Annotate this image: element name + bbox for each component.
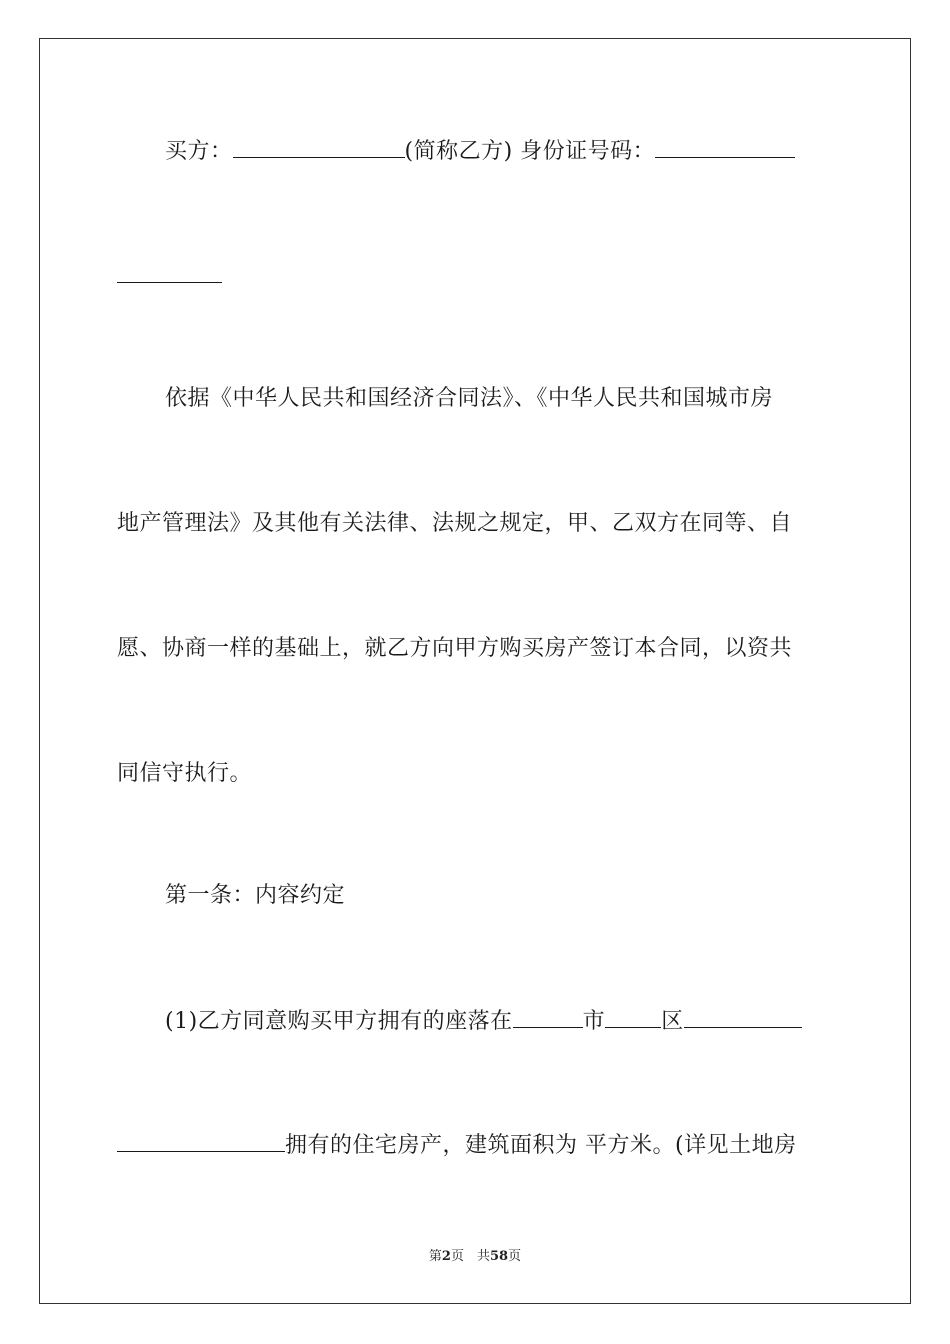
- buyer-id-blank[interactable]: [655, 137, 795, 158]
- district-blank[interactable]: [605, 1007, 661, 1028]
- footer-mid: 页 共: [450, 1249, 490, 1264]
- paragraph-line: 愿、协商一样的基础上，就乙方向甲方购买房产签订本合同，以资共: [117, 636, 793, 661]
- buyer-id-blank-continued[interactable]: [117, 262, 222, 283]
- paragraph-line: 地产管理法》及其他有关法律、法规之规定，甲、乙双方在同等、自: [117, 511, 793, 536]
- page-footer: [0, 1245, 950, 1264]
- clause-line: [117, 1131, 797, 1161]
- article-heading: 第一条：内容约定: [165, 883, 346, 908]
- buyer-suffix: (简称乙方) 身份证号码：: [404, 139, 656, 164]
- buyer-id-continuation: [117, 262, 222, 292]
- paragraph-line: 依据《中华人民共和国经济合同法》、《中华人民共和国城市房: [165, 386, 774, 411]
- buyer-line: [165, 137, 795, 167]
- total-page-number: 58: [489, 1249, 509, 1264]
- current-page-number: 2: [441, 1249, 451, 1264]
- city-blank[interactable]: [513, 1007, 583, 1028]
- footer-suffix: 页: [508, 1249, 522, 1264]
- address-blank-continued[interactable]: [117, 1131, 285, 1152]
- buyer-name-blank[interactable]: [233, 137, 405, 158]
- city-label: 市: [582, 1009, 606, 1034]
- clause-line: [165, 1007, 802, 1037]
- paragraph-line: 同信守执行。: [117, 761, 253, 786]
- buyer-label: 买方：: [165, 139, 233, 164]
- clause-prefix: (1)乙方同意购买甲方拥有的座落在: [165, 1009, 513, 1034]
- footer-prefix: 第: [428, 1249, 442, 1264]
- page-border: [39, 38, 911, 1304]
- address-blank[interactable]: [684, 1007, 802, 1028]
- district-label: 区: [661, 1009, 684, 1034]
- clause-line2-text: 拥有的住宅房产，建筑面积为 平方米。(详见土地房: [285, 1133, 797, 1158]
